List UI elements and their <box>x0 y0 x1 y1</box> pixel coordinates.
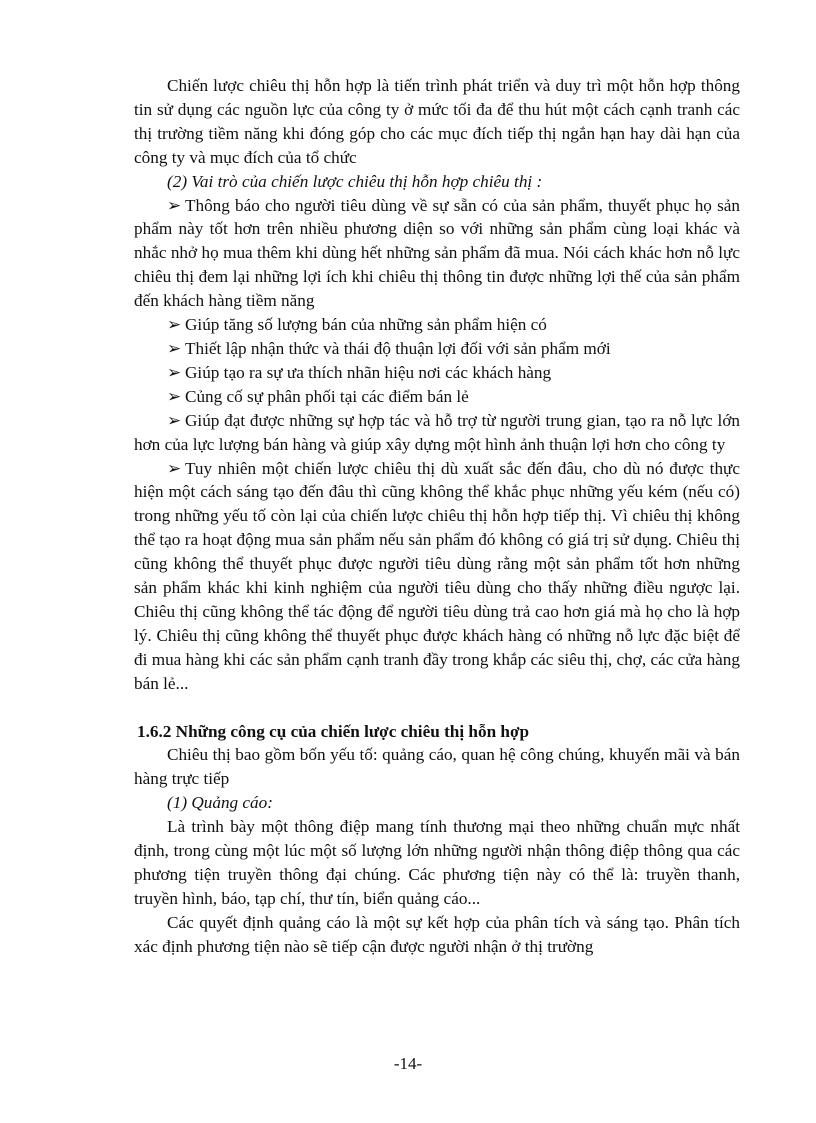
section-paragraph: Là trình bày một thông điệp mang tính thương mại theo những chuẩn mực nhất định, trong cùng một lúc một số lượng lớn những người nhận thông điệp thông qua các phương tiện truyền thông đại chúng. Các phương tiện này có thể là: truyền thanh, truyền hình, báo, tạp chí, thư tín, biển quảng cáo... <box>134 817 740 908</box>
arrow-bullet-icon: ➢ <box>167 315 182 335</box>
section-paragraph: Các quyết định quảng cáo là một sự kết hợp của phân tích và sáng tạo. Phân tích xác định phương tiện nào sẽ tiếp cận được người nhận ở thị trường <box>134 912 740 956</box>
bullet-item: ➢ Thông báo cho người tiêu dùng về sự sẵn có của sản phẩm, thuyết phục họ sản phẩm này tốt hơn trên nhiều phương diện so với những sản phẩm cùng loại khác và nhắc nhở họ mua thêm khi dùng hết những sản phẩm đã mua. Nói cách khác hơn nỗ lực chiêu thị đem lại những lợi ích khi chiêu thị thông tin được những lợi thế của sản phẩm đến khách hàng tiềm năng <box>134 195 740 311</box>
section-gap <box>134 696 740 706</box>
arrow-bullet-icon: ➢ <box>167 458 182 478</box>
bullet-item: ➢ Củng cố sự phân phối tại các điểm bán lẻ <box>134 385 740 409</box>
bullet-item: ➢ Thiết lập nhận thức và thái độ thuận lợi đối với sản phẩm mới <box>134 337 740 361</box>
bullet-item: ➢ Giúp tăng số lượng bán của những sản phẩm hiện có <box>134 313 740 337</box>
bullet-item: ➢ Tuy nhiên một chiến lược chiêu thị dù xuất sắc đến đâu, cho dù nó được thực hiện một cách sáng tạo đến đâu thì cũng không thể khắc phục những yếu kém (nếu có) trong những yếu tố còn lại của chiến lược chiêu thị hỗn hợp tiếp thị. Vì chiêu thị không thể tạo ra hoạt động mua sản phẩm nếu sản phẩm đó không có giá trị sử dụng. Chiêu thị cũng không thể thuyết phục được người tiêu dùng rằng một sản phẩm tốt hơn những sản phẩm khác khi kinh nghiệm của người tiêu dùng cho thấy những điều ngược lại. Chiêu thị cũng không thể tác động để người tiêu dùng trả cao hơn giá mà họ cho là hợp lý. Chiêu thị cũng không thể thuyết phục được khách hàng có những nỗ lực đặc biệt để đi mua hàng khi các sản phẩm cạnh tranh đầy trong khắp các siêu thị, chợ, các cửa hàng bán lẻ... <box>134 458 740 693</box>
page-body <box>134 74 740 959</box>
arrow-bullet-icon: ➢ <box>167 386 182 406</box>
subheading-role: (2) Vai trò của chiến lược chiêu thị hỗn hợp chiêu thị : <box>167 171 543 191</box>
page-number: -14- <box>393 1054 423 1073</box>
section-heading: 1.6.2 Những công cụ của chiến lược chiêu thị hỗn hợp <box>137 721 530 741</box>
arrow-bullet-icon: ➢ <box>167 362 182 382</box>
bullet-item: ➢ Giúp tạo ra sự ưa thích nhãn hiệu nơi các khách hàng <box>134 361 740 385</box>
arrow-bullet-icon: ➢ <box>167 338 182 358</box>
arrow-bullet-icon: ➢ <box>167 195 182 215</box>
intro-paragraph: Chiến lược chiêu thị hỗn hợp là tiến trình phát triển và duy trì một hỗn hợp thông tin sử dụng các nguồn lực của công ty ở mức tối đa để thu hút một cách cạnh tranh các thị trường tiềm năng khi đóng góp cho các mục đích tiếp thị ngắn hạn hay dài hạn của công ty và mục đích của tổ chức <box>134 76 740 167</box>
bullet-item: ➢ Giúp đạt được những sự hợp tác và hỗ trợ từ người trung gian, tạo ra nỗ lực lớn hơn của lực lượng bán hàng và giúp xây dựng một hình ảnh thuận lợi hơn cho công ty <box>134 410 740 454</box>
subheading-advertising: (1) Quảng cáo: <box>167 793 273 813</box>
arrow-bullet-icon: ➢ <box>167 410 182 430</box>
section-paragraph: Chiêu thị bao gồm bốn yếu tố: quảng cáo, quan hệ công chúng, khuyến mãi và bán hàng trực tiếp <box>134 745 740 789</box>
